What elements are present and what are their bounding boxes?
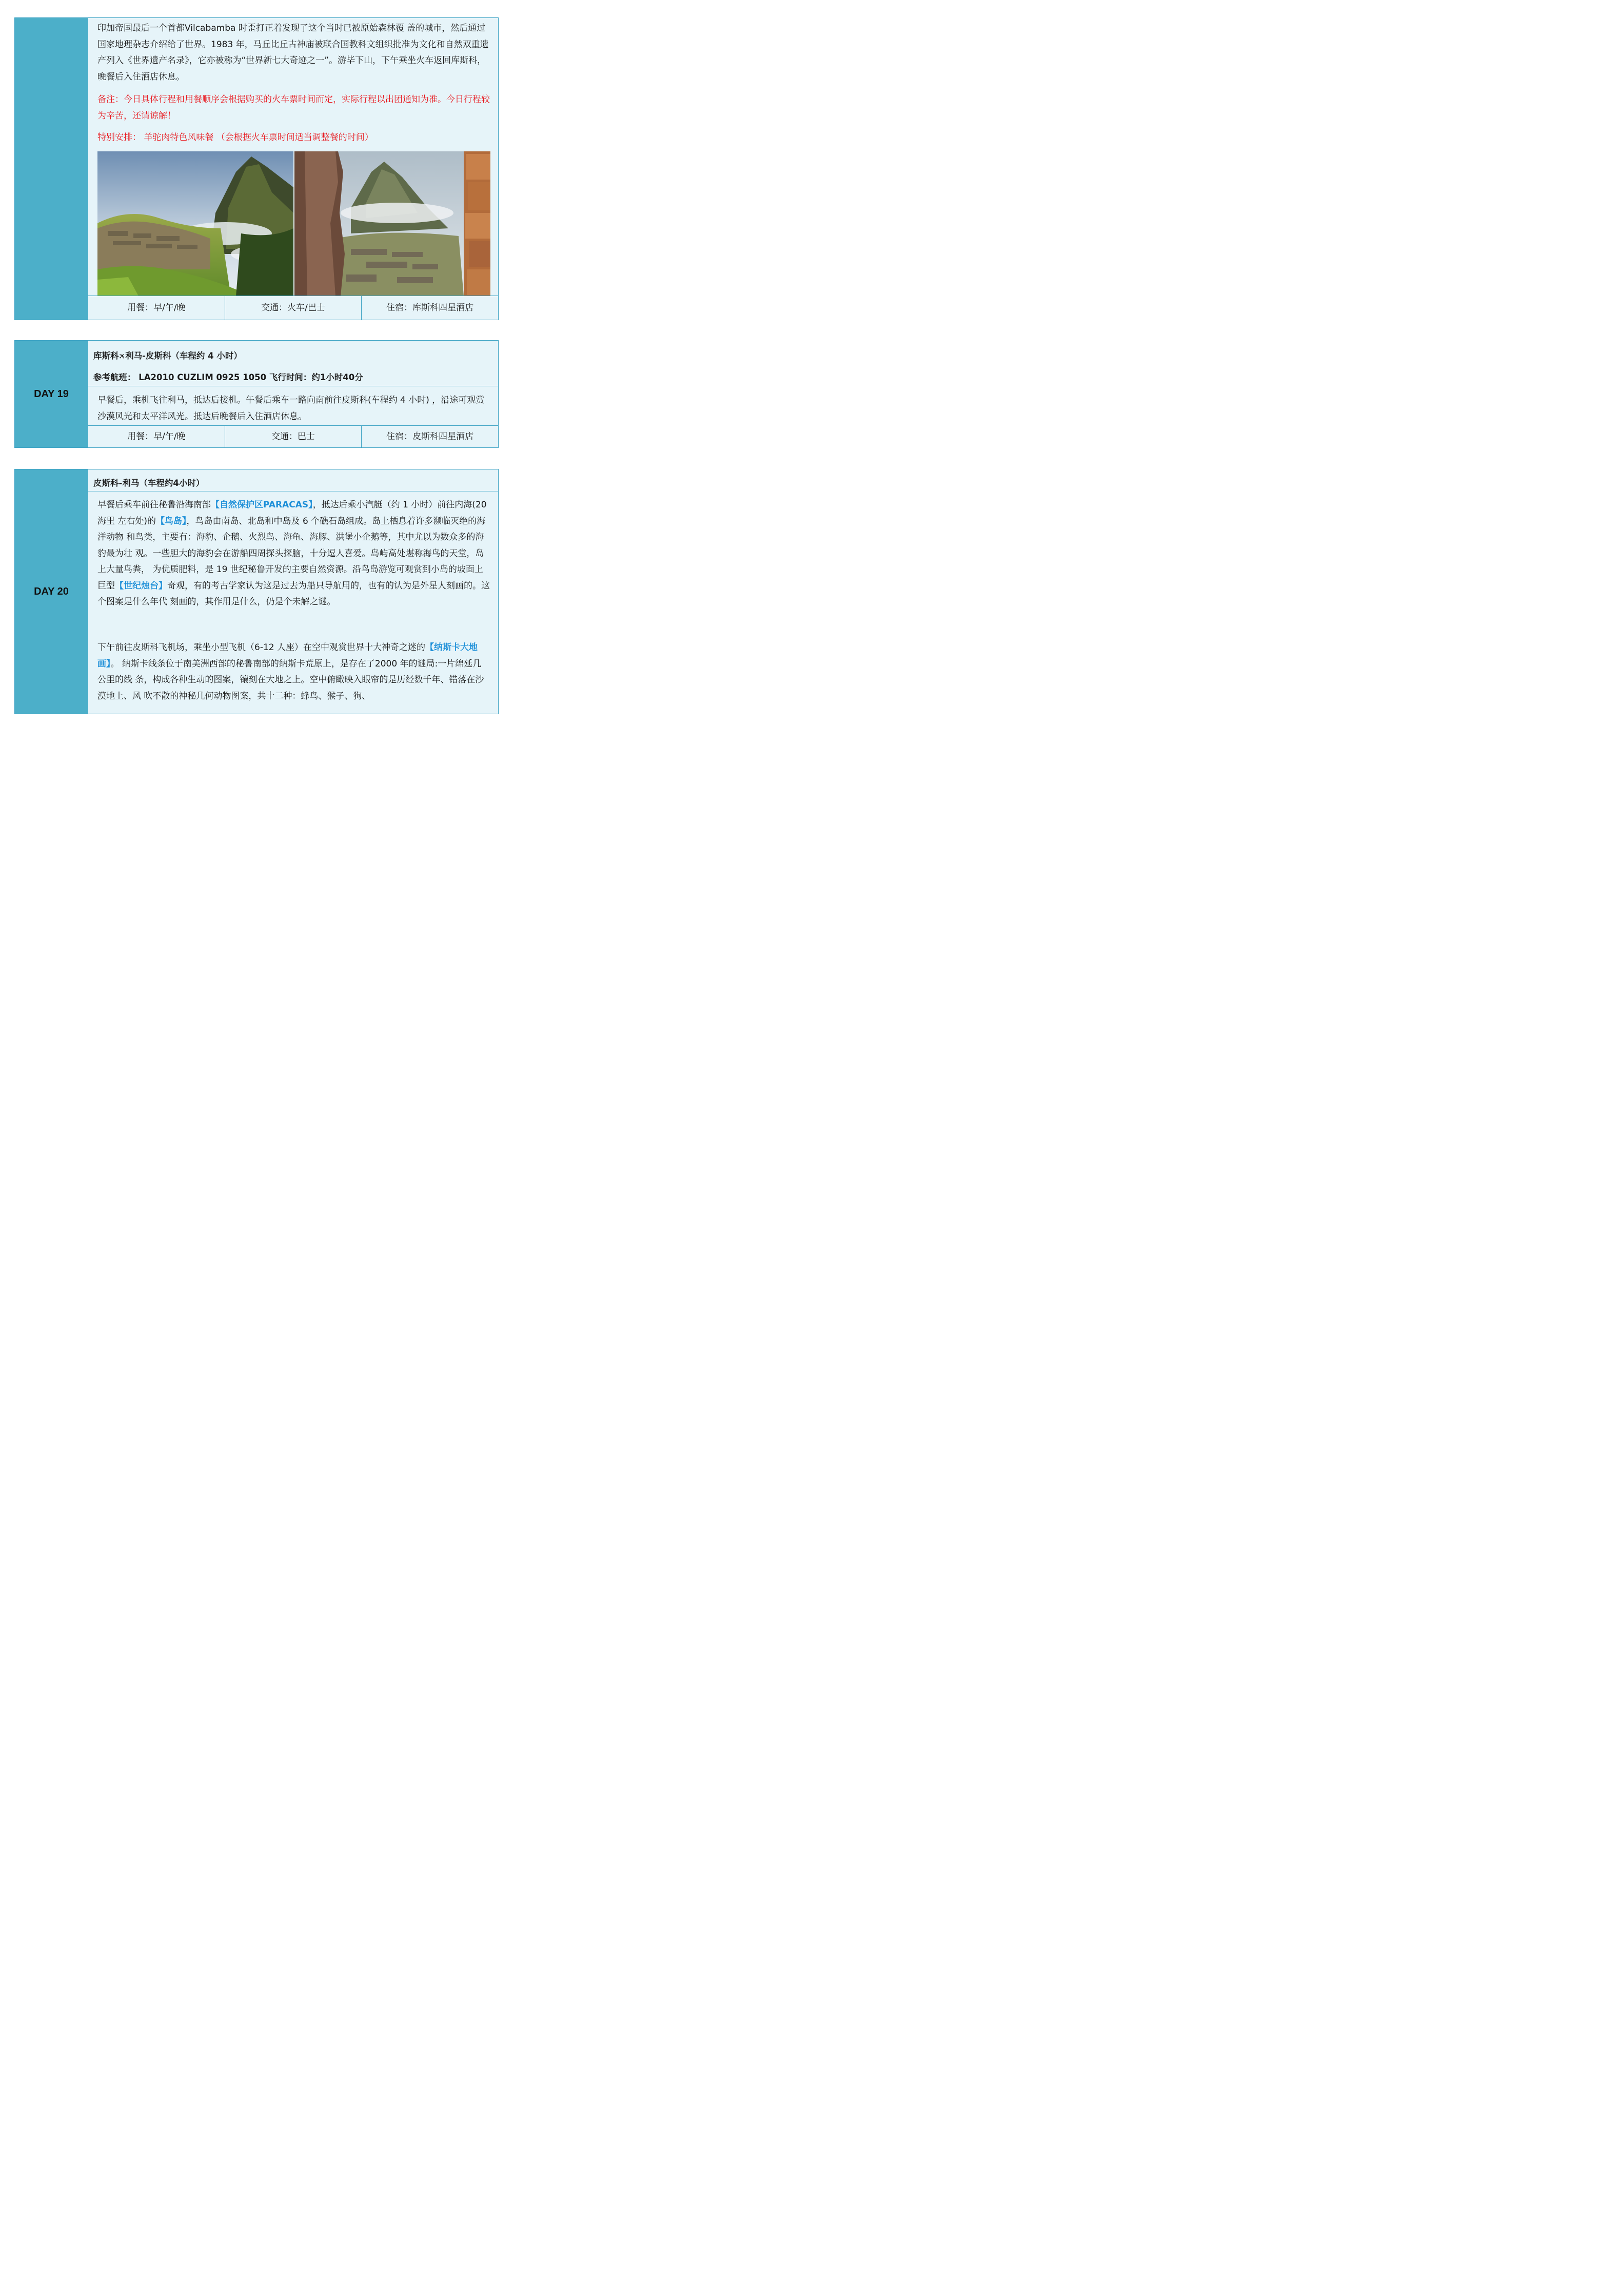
airplane-icon: ✈ <box>116 350 128 362</box>
day19-route-destination: 利马-皮斯科（车程约 4 小时） <box>125 351 242 361</box>
machu-picchu-photo-1 <box>97 151 293 296</box>
day19-transport: 交通：巴士 <box>225 426 362 447</box>
day19-description: 早餐后，乘机飞往利马，抵达后接机。午餐后乘车一路向南前往皮斯科(车程约 4 小时) ，沿途可观赏沙漠风光和太平洋风光。抵达后晚餐后入住酒店休息。 <box>97 395 485 422</box>
machu-picchu-illustration-2 <box>294 151 490 296</box>
day20-p1-text-d: 奇观，有的考古学家认为这是过去为船只导航用的，也有的认为是外星人刻画的。这个图案是什么年代 刻画的，其作用是什么，仍是个未解之谜。 <box>97 580 490 607</box>
day20-label: DAY 20 <box>15 469 88 714</box>
day20-paragraph-2 <box>97 640 490 704</box>
day18-block <box>14 17 499 320</box>
day20-paragraph-1 <box>97 497 490 611</box>
day20-block <box>14 469 499 714</box>
machu-picchu-photo-2 <box>294 151 490 296</box>
day19-block <box>14 340 499 448</box>
day19-flight-info: 参考航班： LA2010 CUZLIM 0925 1050 飞行时间：约1小时40分 <box>93 372 363 382</box>
day19-route-origin: 库斯科 <box>93 351 119 361</box>
day19-content <box>88 341 498 447</box>
day20-divider <box>88 491 498 492</box>
machu-picchu-illustration-1 <box>97 151 293 296</box>
day20-p1-text-a: 早餐后乘车前往秘鲁沿海南部 <box>97 500 211 510</box>
day18-label-cell <box>15 18 88 320</box>
highlight-bird-island: 【鸟岛】 <box>156 516 187 526</box>
highlight-nazca-lines: 【纳斯卡大地画】 <box>97 642 478 669</box>
highlight-paracas: 【自然保护区PARACAS】 <box>211 500 313 510</box>
day18-transport: 交通：火车/巴士 <box>225 296 362 320</box>
day18-hotel: 住宿：库斯科四星酒店 <box>361 296 498 320</box>
day20-p2-text-a: 下午前往皮斯科飞机场，乘坐小型飞机（6-12 人座）在空中观赏世界十大神奇之迷的 <box>97 642 425 653</box>
day18-special-arrangement: 特别安排： 羊驼肉特色风味餐 （会根据火车票时间适当调整餐的时间） <box>97 132 373 143</box>
day19-label: DAY 19 <box>15 341 88 447</box>
day18-meals: 用餐：早/午/晚 <box>127 303 186 313</box>
day20-p2-text-b: 。 纳斯卡线条位于南美洲西部的秘鲁南部的纳斯卡荒原上，是存在了2000 年的谜局:一片绵延几公里的线 条，构成各种生动的图案，镶刻在大地之上。空中俯瞰映入眼帘的是历经数千年、错落在沙漠地上、风 吹不散的神秘几何动物图案，共十二种：蜂鸟、猴子、狗、 <box>97 658 484 701</box>
day20-content <box>88 469 498 714</box>
day18-info-row <box>88 296 498 320</box>
day18-content <box>88 18 498 320</box>
day20-p1-text-c: ，鸟岛由南岛、北岛和中岛及 6 个礁石岛组成。岛上栖息着许多濒临灭绝的海洋动物 和鸟类，主要有：海豹、企鹅、火烈鸟、海龟、海豚、洪堡小企鹅等，其中尤以为数众多的海豹最为壮 观。一些胆大的海豹会在游船四周探头探脑，十分逗人喜爱。岛屿高处堪称海鸟的天堂，岛上大量鸟粪， 为优质肥料，是 19 世纪秘鲁开发的主要自然资源。沿鸟岛游览可观赏到小岛的坡面上巨型 <box>97 516 486 591</box>
day19-hotel: 住宿：皮斯科四星酒店 <box>361 426 498 447</box>
highlight-candelabra: 【世纪烛台】 <box>115 580 167 591</box>
day19-route <box>93 349 493 361</box>
day19-info-row <box>88 425 498 447</box>
day19-meals: 用餐：早/午/晚 <box>127 431 186 442</box>
day20-p1-text-b: ，抵达后乘小汽艇（约 1 小时）前往内海(20 海里 左右处)的 <box>97 500 487 526</box>
day18-note: 备注：今日具体行程和用餐顺序会根据购买的火车票时间而定，实际行程以出团通知为准。今日行程较 为辛苦，还请谅解！ <box>97 94 490 121</box>
day18-description: 印加帝国最后一个首都Vilcabamba 时歪打正着发现了这个当时已被原始森林覆 盖的城市，然后通过国家地理杂志介绍给了世界。1983 年，马丘比丘古神庙被联合国教科文组织批准为文化和自然双重遗产列入《世界遗产名录》，它亦被称为“世界新七大奇迹之一”。游毕下山，下午乘坐火车返回库斯科，晚餐后入住酒店休息。 <box>97 23 489 82</box>
day20-title: 皮斯科-利马（车程约4小时） <box>93 478 205 488</box>
